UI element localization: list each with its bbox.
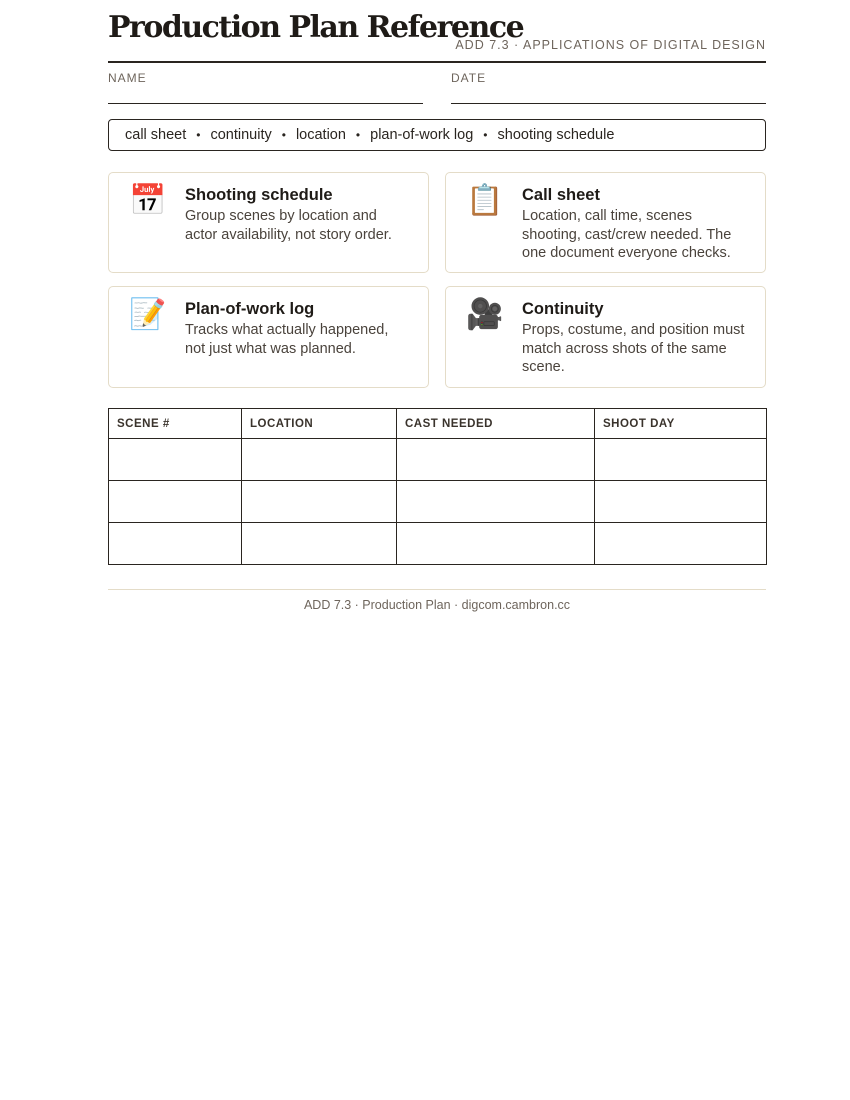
card-text: Location, call time, scenes shooting, cast/crew needed. The one document everyone checks. [522, 208, 732, 261]
table-row [109, 523, 767, 565]
vocab-separator: • [196, 128, 201, 142]
column-header-location: LOCATION [242, 409, 397, 439]
name-label: NAME [108, 71, 147, 85]
card-text: Group scenes by location and actor availability, not story order. [185, 208, 392, 243]
memo-icon: 📝 [129, 298, 167, 331]
table-cell[interactable] [109, 439, 242, 481]
page-header [108, 0, 766, 63]
name-field[interactable] [108, 71, 423, 104]
table-cell[interactable] [242, 523, 397, 565]
card-title: Shooting schedule [185, 186, 333, 204]
concept-cards [108, 172, 766, 388]
table-row [109, 439, 767, 481]
date-field[interactable] [451, 71, 766, 104]
table-cell[interactable] [595, 481, 767, 523]
table-cell[interactable] [242, 439, 397, 481]
course-label: ADD 7.3 · APPLICATIONS OF DIGITAL DESIGN [455, 38, 766, 52]
card-text: Props, costume, and position must match across shots of the same scene. [522, 322, 745, 375]
vocab-separator: • [281, 128, 286, 142]
card-text: Tracks what actually happened, not just what was planned. [185, 322, 389, 357]
table-cell[interactable] [109, 481, 242, 523]
table-cell[interactable] [397, 523, 595, 565]
column-header-scene: SCENE # [109, 409, 242, 439]
movie-camera-icon: 🎥 [466, 298, 504, 331]
table-cell[interactable] [595, 523, 767, 565]
date-label: DATE [451, 71, 487, 85]
page-footer: ADD 7.3 · Production Plan · digcom.cambron.cc [108, 589, 766, 612]
vocab-term: shooting schedule [497, 127, 615, 143]
vocabulary-bar [108, 119, 766, 151]
vocab-separator: • [355, 128, 361, 142]
card-call-sheet [445, 172, 766, 273]
scene-log-table [108, 408, 767, 565]
vocab-term: location [295, 127, 346, 143]
table-cell[interactable] [397, 439, 595, 481]
table-cell[interactable] [595, 439, 767, 481]
table-cell[interactable] [397, 481, 595, 523]
table-cell[interactable] [242, 481, 397, 523]
column-header-shoot-day: SHOOT DAY [595, 409, 767, 439]
card-shooting-schedule [108, 172, 429, 273]
vocab-term: continuity [210, 127, 272, 143]
vocab-term: call sheet [125, 127, 187, 143]
worksheet-page [108, 0, 766, 612]
column-header-cast: CAST NEEDED [397, 409, 595, 439]
card-title: Plan-of-work log [185, 300, 315, 318]
vocab-separator: • [483, 128, 488, 142]
card-continuity [445, 286, 766, 388]
card-title: Continuity [522, 300, 604, 318]
student-fields [108, 71, 766, 111]
table-header-row [109, 409, 767, 439]
page-title: Production Plan Reference [108, 10, 524, 45]
table-cell[interactable] [109, 523, 242, 565]
calendar-icon: 📅 [129, 184, 167, 217]
vocab-term: plan-of-work log [370, 127, 474, 143]
table-row [109, 481, 767, 523]
card-title: Call sheet [522, 186, 600, 204]
clipboard-icon: 📋 [466, 184, 504, 217]
card-plan-of-work-log [108, 286, 429, 388]
